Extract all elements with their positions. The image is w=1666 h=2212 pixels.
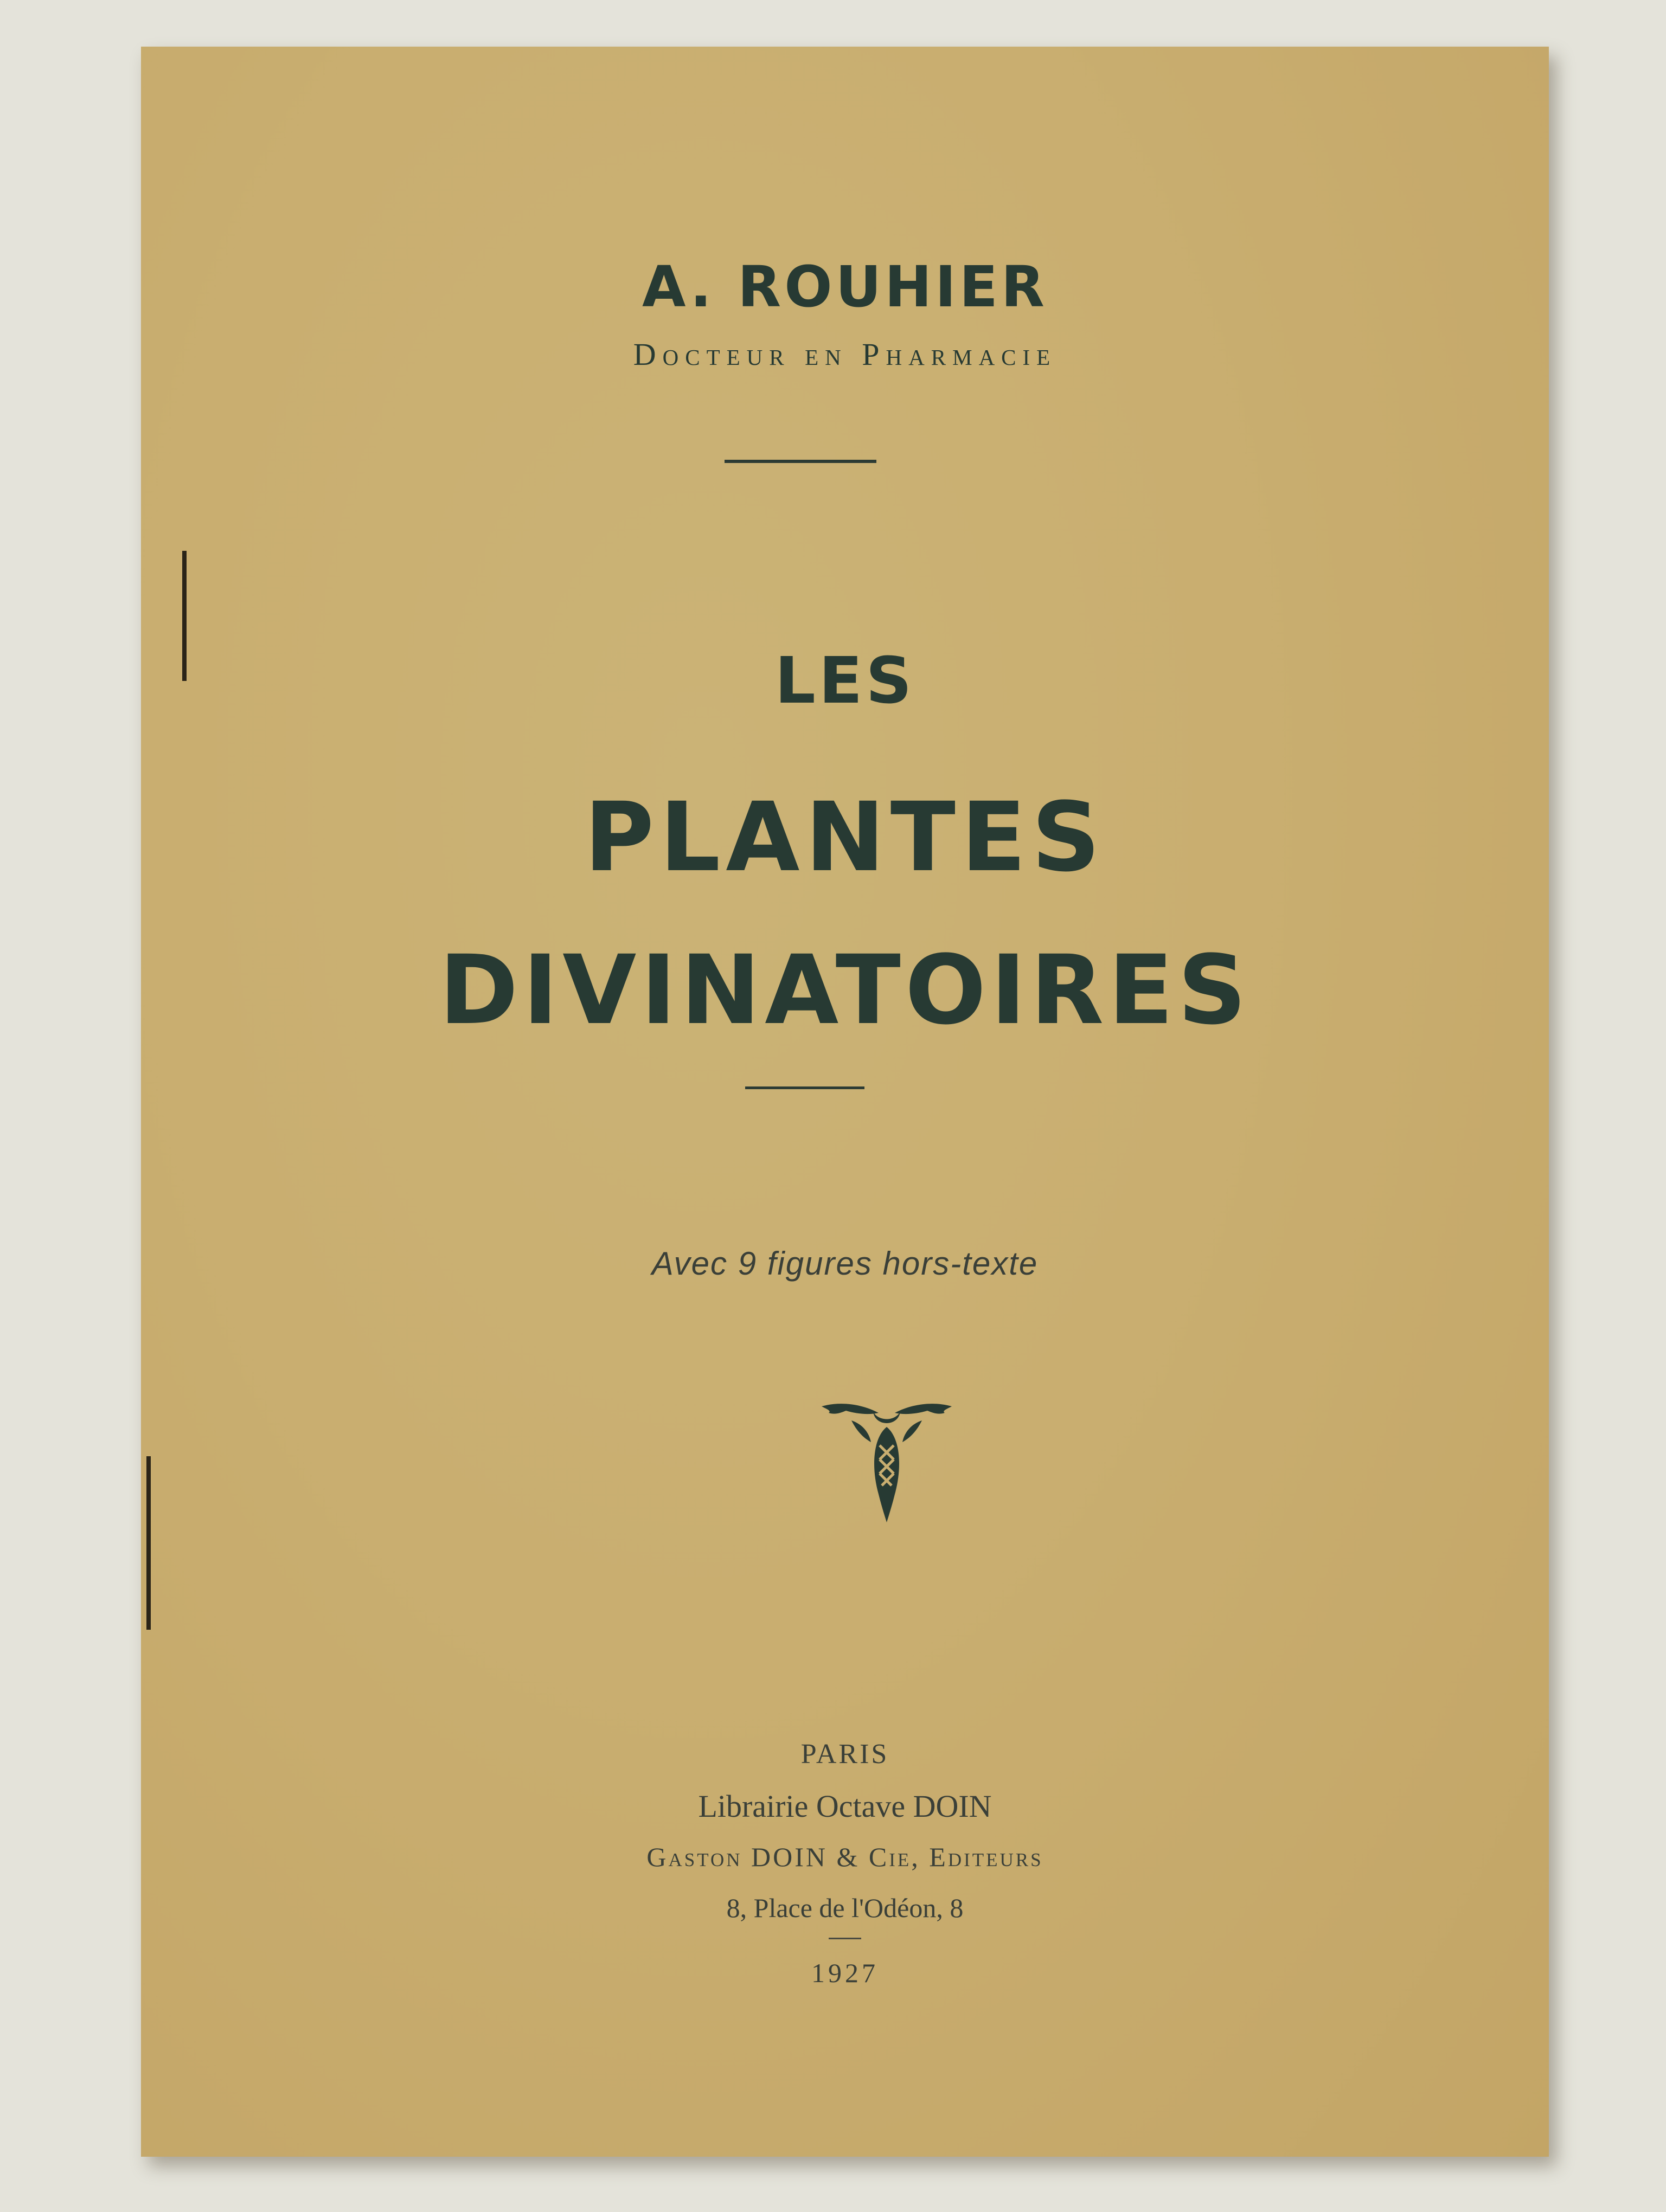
title-line-3: DIVINATOIRES [439,935,1251,1046]
title-line-1: LES [774,643,915,718]
divider-rule-small [829,1938,861,1939]
publisher-address: 8, Place de l'Odéon, 8 [726,1893,964,1923]
divider-rule-top [725,460,876,463]
author-name: A. ROUHIER [642,254,1048,320]
subtitle: Avec 9 figures hors-texte [651,1245,1039,1282]
binding-stitch-bottom [146,1456,151,1630]
publisher-line-1: Librairie Octave DOIN [698,1789,992,1824]
divider-rule-middle [745,1086,864,1089]
booklet-cover [141,47,1549,2157]
title-line-2: PLANTES [584,782,1106,893]
author-degree: Docteur en Pharmacie [633,337,1057,372]
publisher-line-2: Gaston DOIN & Cie, Editeurs [646,1842,1043,1872]
publisher-city: PARIS [800,1739,889,1770]
publication-year: 1927 [811,1958,879,1988]
floral-pendant-icon [819,1397,954,1527]
